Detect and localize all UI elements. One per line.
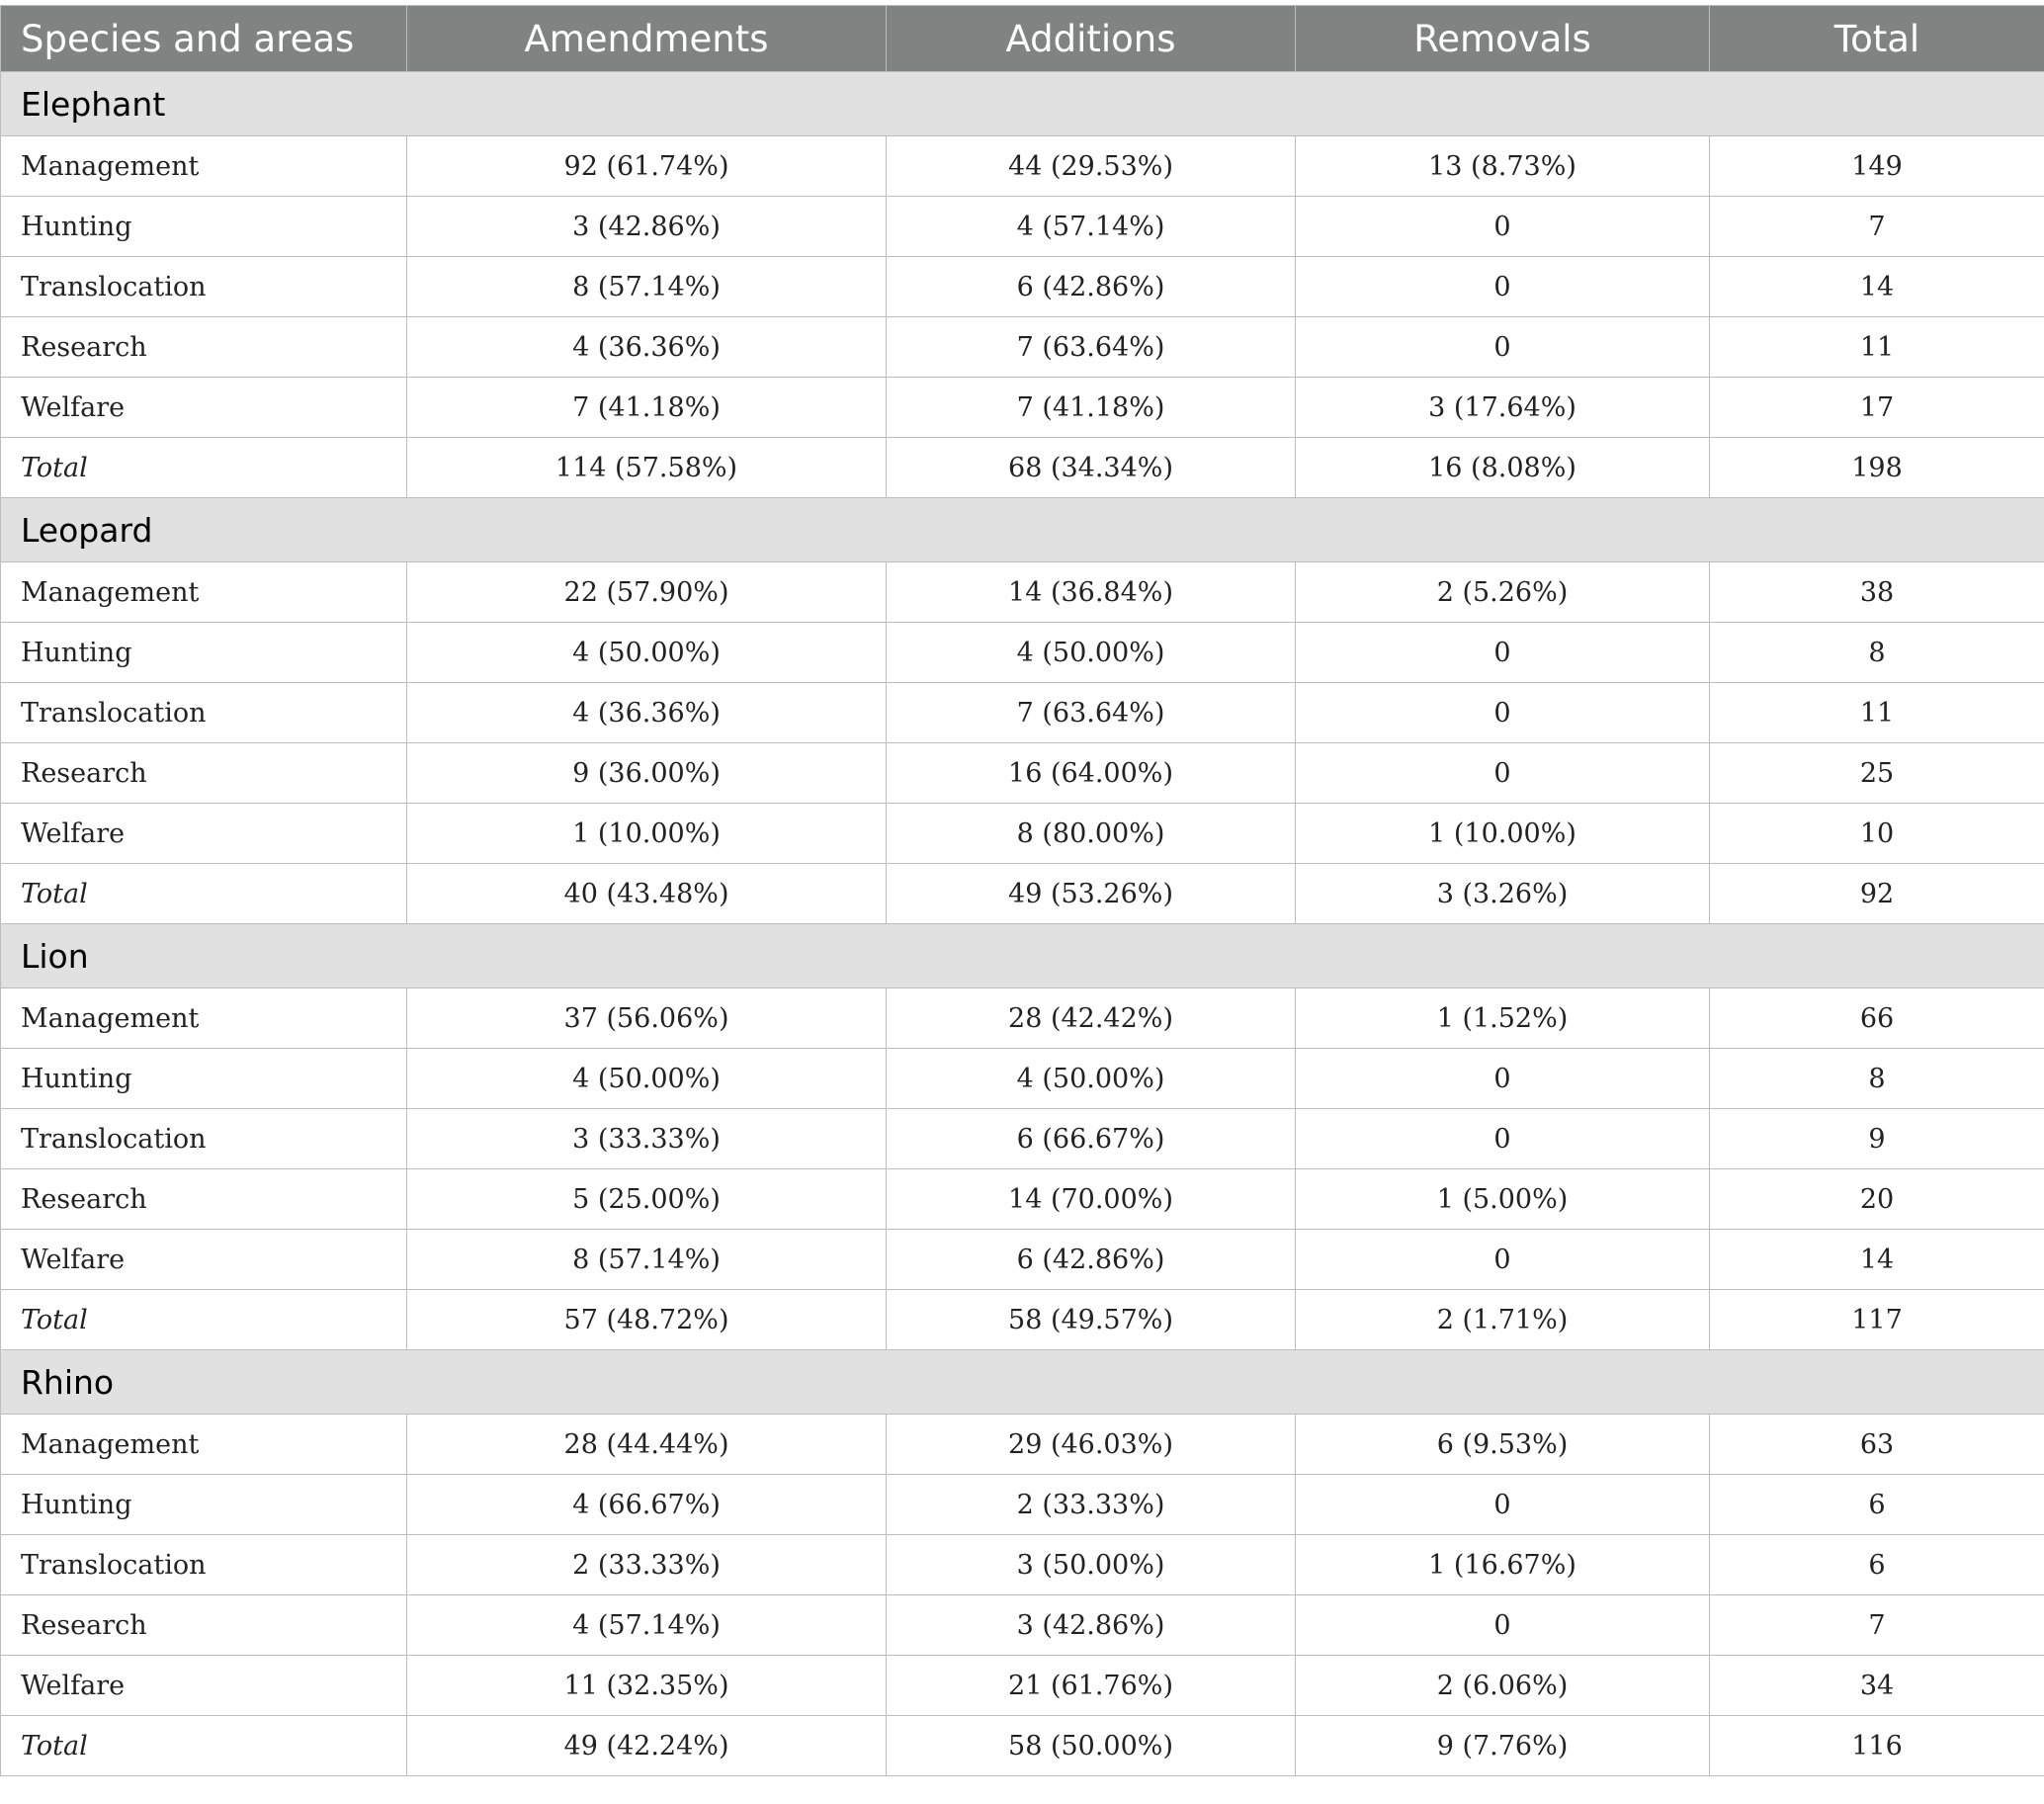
row-label: Research [1,317,407,378]
additions-cell: 7 (41.18%) [887,378,1296,438]
removals-cell: 2 (1.71%) [1296,1290,1710,1350]
additions-cell: 2 (33.33%) [887,1475,1296,1535]
total-row [1,1290,2044,1350]
row-label: Total [1,864,407,924]
group-row [1,1350,2044,1415]
removals-cell: 0 [1296,1475,1710,1535]
table-row [1,743,2044,804]
additions-cell: 58 (49.57%) [887,1290,1296,1350]
amendments-cell: 9 (36.00%) [407,743,887,804]
table-row [1,1595,2044,1656]
col-header-amendments: Amendments [407,6,887,72]
table-row [1,1169,2044,1230]
additions-cell: 3 (42.86%) [887,1595,1296,1656]
row-label: Research [1,1595,407,1656]
table-row [1,1475,2044,1535]
removals-cell: 1 (16.67%) [1296,1535,1710,1595]
row-label: Hunting [1,1049,407,1109]
row-label: Total [1,1290,407,1350]
row-label: Management [1,136,407,197]
removals-cell: 0 [1296,623,1710,683]
additions-cell: 6 (66.67%) [887,1109,1296,1169]
total-cell: 14 [1710,257,2044,317]
additions-cell: 29 (46.03%) [887,1415,1296,1475]
amendments-cell: 2 (33.33%) [407,1535,887,1595]
total-cell: 9 [1710,1109,2044,1169]
amendments-cell: 4 (66.67%) [407,1475,887,1535]
removals-cell: 0 [1296,1595,1710,1656]
total-cell: 8 [1710,623,2044,683]
removals-cell: 0 [1296,317,1710,378]
species-table [0,5,2044,1776]
total-cell: 6 [1710,1475,2044,1535]
amendments-cell: 40 (43.48%) [407,864,887,924]
removals-cell: 3 (17.64%) [1296,378,1710,438]
col-header-total: Total [1710,6,2044,72]
amendments-cell: 37 (56.06%) [407,988,887,1049]
group-row [1,924,2044,988]
table-row [1,317,2044,378]
row-label: Research [1,743,407,804]
total-cell: 20 [1710,1169,2044,1230]
total-cell: 17 [1710,378,2044,438]
table-row [1,136,2044,197]
total-cell: 8 [1710,1049,2044,1109]
additions-cell: 14 (70.00%) [887,1169,1296,1230]
additions-cell: 58 (50.00%) [887,1716,1296,1776]
additions-cell: 16 (64.00%) [887,743,1296,804]
amendments-cell: 3 (42.86%) [407,197,887,257]
additions-cell: 6 (42.86%) [887,257,1296,317]
total-cell: 7 [1710,197,2044,257]
table-row [1,1656,2044,1716]
additions-cell: 28 (42.42%) [887,988,1296,1049]
removals-cell: 0 [1296,1109,1710,1169]
amendments-cell: 57 (48.72%) [407,1290,887,1350]
group-row [1,72,2044,136]
additions-cell: 44 (29.53%) [887,136,1296,197]
row-label: Hunting [1,623,407,683]
total-cell: 63 [1710,1415,2044,1475]
total-cell: 92 [1710,864,2044,924]
total-cell: 198 [1710,438,2044,498]
additions-cell: 3 (50.00%) [887,1535,1296,1595]
total-cell: 116 [1710,1716,2044,1776]
total-row [1,864,2044,924]
col-header-removals: Removals [1296,6,1710,72]
total-cell: 14 [1710,1230,2044,1290]
amendments-cell: 92 (61.74%) [407,136,887,197]
total-cell: 149 [1710,136,2044,197]
additions-cell: 7 (63.64%) [887,683,1296,743]
amendments-cell: 5 (25.00%) [407,1169,887,1230]
removals-cell: 0 [1296,683,1710,743]
amendments-cell: 3 (33.33%) [407,1109,887,1169]
row-label: Welfare [1,1230,407,1290]
row-label: Welfare [1,804,407,864]
total-cell: 10 [1710,804,2044,864]
row-label: Welfare [1,1656,407,1716]
additions-cell: 8 (80.00%) [887,804,1296,864]
total-cell: 34 [1710,1656,2044,1716]
group-title: Rhino [1,1350,2044,1415]
removals-cell: 2 (6.06%) [1296,1656,1710,1716]
removals-cell: 1 (5.00%) [1296,1169,1710,1230]
removals-cell: 3 (3.26%) [1296,864,1710,924]
additions-cell: 49 (53.26%) [887,864,1296,924]
col-header-species: Species and areas [1,6,407,72]
additions-cell: 6 (42.86%) [887,1230,1296,1290]
additions-cell: 4 (50.00%) [887,1049,1296,1109]
amendments-cell: 49 (42.24%) [407,1716,887,1776]
table-row [1,1049,2044,1109]
row-label: Total [1,1716,407,1776]
removals-cell: 0 [1296,743,1710,804]
total-cell: 117 [1710,1290,2044,1350]
row-label: Translocation [1,1109,407,1169]
amendments-cell: 4 (50.00%) [407,623,887,683]
removals-cell: 9 (7.76%) [1296,1716,1710,1776]
amendments-cell: 22 (57.90%) [407,562,887,623]
additions-cell: 21 (61.76%) [887,1656,1296,1716]
table-row [1,562,2044,623]
amendments-cell: 11 (32.35%) [407,1656,887,1716]
group-title: Elephant [1,72,2044,136]
additions-cell: 7 (63.64%) [887,317,1296,378]
row-label: Translocation [1,683,407,743]
total-cell: 6 [1710,1535,2044,1595]
table-row [1,1415,2044,1475]
amendments-cell: 4 (57.14%) [407,1595,887,1656]
removals-cell: 13 (8.73%) [1296,136,1710,197]
row-label: Welfare [1,378,407,438]
amendments-cell: 28 (44.44%) [407,1415,887,1475]
header-row [1,6,2044,72]
group-title: Leopard [1,498,2044,562]
removals-cell: 0 [1296,257,1710,317]
row-label: Hunting [1,1475,407,1535]
additions-cell: 4 (50.00%) [887,623,1296,683]
total-cell: 25 [1710,743,2044,804]
table-row [1,623,2044,683]
table-body [1,72,2044,1776]
table-row [1,804,2044,864]
amendments-cell: 8 (57.14%) [407,257,887,317]
removals-cell: 0 [1296,197,1710,257]
removals-cell: 0 [1296,1049,1710,1109]
total-row [1,1716,2044,1776]
row-label: Hunting [1,197,407,257]
total-cell: 66 [1710,988,2044,1049]
table-row [1,683,2044,743]
total-row [1,438,2044,498]
removals-cell: 2 (5.26%) [1296,562,1710,623]
row-label: Management [1,562,407,623]
row-label: Translocation [1,257,407,317]
row-label: Total [1,438,407,498]
row-label: Research [1,1169,407,1230]
table-row [1,1535,2044,1595]
row-label: Management [1,988,407,1049]
amendments-cell: 4 (36.36%) [407,683,887,743]
additions-cell: 68 (34.34%) [887,438,1296,498]
amendments-cell: 4 (36.36%) [407,317,887,378]
row-label: Translocation [1,1535,407,1595]
row-label: Management [1,1415,407,1475]
additions-cell: 14 (36.84%) [887,562,1296,623]
amendments-cell: 4 (50.00%) [407,1049,887,1109]
total-cell: 11 [1710,317,2044,378]
table-row [1,197,2044,257]
removals-cell: 1 (1.52%) [1296,988,1710,1049]
amendments-cell: 8 (57.14%) [407,1230,887,1290]
col-header-additions: Additions [887,6,1296,72]
table-row [1,1109,2044,1169]
table-row [1,988,2044,1049]
removals-cell: 6 (9.53%) [1296,1415,1710,1475]
table-row [1,1230,2044,1290]
total-cell: 38 [1710,562,2044,623]
additions-cell: 4 (57.14%) [887,197,1296,257]
group-row [1,498,2044,562]
removals-cell: 16 (8.08%) [1296,438,1710,498]
amendments-cell: 7 (41.18%) [407,378,887,438]
total-cell: 11 [1710,683,2044,743]
group-title: Lion [1,924,2044,988]
removals-cell: 1 (10.00%) [1296,804,1710,864]
table-row [1,378,2044,438]
total-cell: 7 [1710,1595,2044,1656]
amendments-cell: 1 (10.00%) [407,804,887,864]
table-row [1,257,2044,317]
amendments-cell: 114 (57.58%) [407,438,887,498]
removals-cell: 0 [1296,1230,1710,1290]
